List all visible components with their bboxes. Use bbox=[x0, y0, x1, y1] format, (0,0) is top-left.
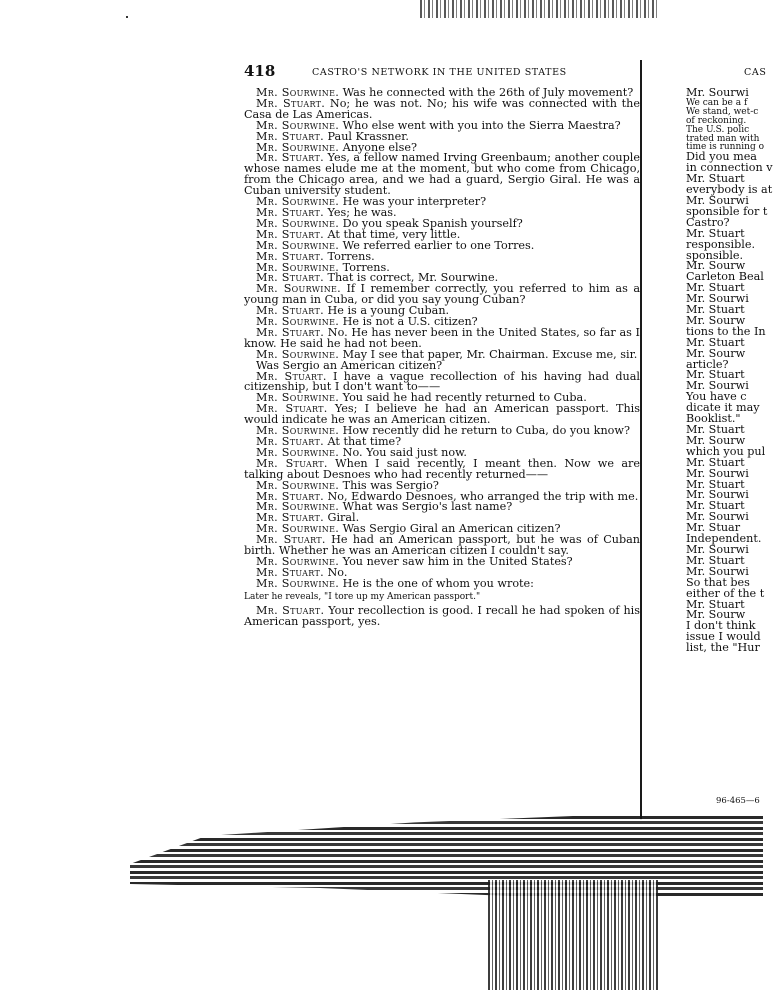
speaker-name: Mr. Stuart. bbox=[256, 369, 327, 383]
facing-page-line: Mr. Stuar bbox=[686, 521, 741, 535]
speaker-name: Mr. Sourwine. bbox=[256, 238, 340, 252]
testimony-text: Do you speak Spanish yourself? bbox=[342, 216, 523, 230]
facing-page-line: Mr. Stuart bbox=[686, 368, 745, 382]
speaker-name: Mr. Sourwine. bbox=[256, 347, 340, 361]
testimony-text: Later he reveals, "I tore up my American passport." bbox=[244, 591, 481, 602]
testimony-text: Yes; I believe he had an American passport. This would indicate he was an American citizen. bbox=[244, 402, 641, 427]
facing-page-line: Mr. Stuart bbox=[686, 303, 745, 317]
facing-page-line: Mr. Sourw bbox=[686, 608, 746, 622]
testimony-text: Yes, a fellow named Irving Greenbaum; another couple whose names elude me at the moment, but who come from Chicago, from the Chicago area, and we had a guard, Sergio Giral. He was a Cuban university student. bbox=[244, 151, 640, 198]
testimony-paragraph bbox=[244, 404, 640, 426]
facing-page-line: Mr. Sourwi bbox=[686, 193, 749, 207]
testimony-text: Was he connected with the 26th of July movement? bbox=[342, 86, 634, 99]
facing-page-line: Carleton Beal bbox=[686, 270, 764, 284]
speaker-name: Mr. Sourwine. bbox=[256, 282, 342, 296]
facing-page-line: list, the "Hur bbox=[686, 641, 760, 655]
speaker-name: Mr. Sourwine. bbox=[256, 445, 340, 459]
speaker-name: Mr. Sourwine. bbox=[256, 118, 340, 132]
testimony-text: He is the one of whom you wrote: bbox=[342, 576, 534, 590]
testimony-text: No. bbox=[327, 565, 348, 579]
testimony-text: At that time? bbox=[327, 435, 402, 448]
facing-page-line: everybody is at bbox=[686, 183, 773, 197]
facing-page-line: Mr. Stuart bbox=[686, 423, 745, 436]
page-fold-line bbox=[640, 60, 642, 820]
testimony-text: If I remember correctly, you referred to him as a young man in Cuba, or did you say young Cuban? bbox=[244, 282, 640, 307]
facing-page-line: article? bbox=[686, 357, 729, 371]
facing-page-line: Mr. Sourwi bbox=[686, 466, 749, 480]
testimony-paragraph bbox=[244, 96, 640, 121]
testimony-text: When I said recently, I meant then. Now we are talking about Desnoes who had recently returned—— bbox=[244, 456, 640, 481]
testimony-text: Who else went with you into the Sierra Maestra? bbox=[342, 118, 621, 132]
facing-page-line: Booklist." bbox=[686, 412, 741, 426]
speaker-name: Mr. Stuart. bbox=[256, 227, 324, 241]
testimony-text: He was your interpreter? bbox=[342, 195, 487, 209]
speaker-name: Mr. Sourwine. bbox=[256, 424, 340, 438]
page-number: 418 bbox=[244, 62, 276, 80]
facing-page-line: issue I would bbox=[686, 630, 761, 644]
testimony-text: Yes; he was. bbox=[327, 205, 397, 219]
running-head-right-page: CAS bbox=[744, 67, 767, 78]
facing-page-line: Mr. Sourwi bbox=[686, 292, 749, 306]
speaker-name: Mr. Stuart. bbox=[256, 304, 324, 318]
speaker-name: Mr. Sourwine. bbox=[256, 554, 340, 568]
facing-page-line: Mr. Stuart bbox=[686, 553, 745, 567]
testimony-text: That is correct, Mr. Sourwine. bbox=[327, 271, 499, 285]
speaker-name: Mr. Stuart. bbox=[256, 271, 324, 285]
testimony-paragraph bbox=[244, 369, 640, 394]
testimony-text: You said he had recently returned to Cuba. bbox=[342, 391, 587, 405]
testimony-text: I have a vague recollection of his having had dual citizenship, but I don't want to—— bbox=[244, 369, 640, 394]
speaker-name: Mr. Sourwine. bbox=[256, 391, 340, 405]
facing-page-line: trated man with bbox=[686, 133, 760, 144]
testimony-text: Giral. bbox=[327, 511, 360, 525]
speaker-name: Mr. Stuart. bbox=[256, 249, 324, 263]
footer-code: 96-465—6 bbox=[716, 796, 760, 806]
testimony-text: At that time, very little. bbox=[327, 227, 461, 241]
testimony-paragraph bbox=[244, 284, 640, 306]
facing-page-line: So that bes bbox=[686, 575, 750, 589]
testimony-text: Was Sergio an American citizen? bbox=[256, 358, 443, 372]
facing-page-line: responsible. bbox=[686, 237, 756, 251]
testimony-text: Your recollection is good. I recall he had spoken of his American passport, yes. bbox=[244, 603, 640, 628]
speaker-name: Mr. Sourwine. bbox=[256, 500, 340, 514]
speaker-name: Mr. Stuart. bbox=[256, 151, 324, 165]
facing-page-line: Mr. Stuart bbox=[686, 455, 745, 469]
speaker-name: Mr. Stuart. bbox=[256, 402, 328, 416]
testimony-text: No. He has never been in the United States, so far as I know. He said he had not been. bbox=[244, 325, 640, 350]
quoted-passage bbox=[244, 592, 640, 603]
running-head: CASTRO'S NETWORK IN THE UNITED STATES bbox=[312, 67, 567, 78]
speaker-name: Mr. Stuart. bbox=[256, 435, 324, 448]
facing-page-line: dicate it may bbox=[686, 401, 760, 415]
facing-page-line: Mr. Stuart bbox=[686, 226, 745, 240]
testimony-text: Was Sergio Giral an American citizen? bbox=[342, 522, 561, 536]
speaker-name: Mr. Sourwine. bbox=[256, 195, 340, 209]
testimony-text: Anyone else? bbox=[342, 140, 417, 154]
speaker-name: Mr. Sourwine. bbox=[256, 260, 340, 274]
facing-page-line: in connection v bbox=[686, 161, 773, 175]
facing-page-line: Mr. Sourw bbox=[686, 259, 746, 273]
testimony-text: We referred earlier to one Torres. bbox=[342, 238, 535, 252]
facing-page-line: Castro? bbox=[686, 215, 730, 229]
scan-speck bbox=[126, 16, 128, 18]
speaker-name: Mr. Sourwine. bbox=[256, 478, 340, 492]
facing-page-line: Mr. Stuart bbox=[686, 499, 745, 513]
speaker-name: Mr. Stuart. bbox=[256, 205, 324, 219]
testimony-text: May I see that paper, Mr. Chairman. Excuse me, sir. bbox=[342, 347, 638, 361]
testimony-text: Paul Krassner. bbox=[327, 129, 409, 143]
testimony-paragraph bbox=[244, 153, 640, 197]
facing-page-line: Mr. Sourwi bbox=[686, 488, 749, 502]
facing-page-line: Mr. Stuart bbox=[686, 172, 745, 186]
facing-page-line: Mr. Sourw bbox=[686, 346, 746, 360]
testimony-text: No, Edwardo Desnoes, who arranged the trip with me. bbox=[327, 489, 639, 503]
speaker-name: Mr. Sourwine. bbox=[256, 522, 340, 536]
facing-page-line: Mr. Stuart bbox=[686, 335, 745, 349]
facing-page-line: Mr. Stuart bbox=[686, 477, 745, 491]
speaker-name: Mr. Sourwine. bbox=[256, 140, 340, 154]
testimony-text: What was Sergio's last name? bbox=[342, 500, 513, 514]
testimony-text: He is not a U.S. citizen? bbox=[342, 315, 478, 329]
facing-page-line: Mr. Sourwi bbox=[686, 379, 749, 393]
facing-page-line: Mr. Sourw bbox=[686, 313, 746, 327]
testimony-text: No. You said just now. bbox=[342, 445, 467, 459]
testimony-text: He had an American passport, but he was of Cuban birth. Whether he was an American citizen I couldn't say. bbox=[244, 533, 640, 558]
testimony-paragraph bbox=[244, 456, 640, 481]
facing-page-line: sponsible. bbox=[686, 248, 744, 262]
facing-page-line: I don't think bbox=[686, 619, 756, 633]
testimony-paragraph bbox=[244, 535, 640, 557]
scan-artifact-top bbox=[420, 0, 660, 18]
gutter-shadow bbox=[488, 880, 658, 990]
facing-page-line: You have c bbox=[686, 390, 747, 404]
facing-page-line: time is running o bbox=[686, 142, 764, 153]
facing-page-column bbox=[686, 86, 773, 655]
speaker-name: Mr. Stuart. bbox=[256, 129, 324, 143]
testimony-paragraph bbox=[244, 603, 640, 628]
facing-page-line: sponsible for t bbox=[686, 204, 768, 218]
speaker-name: Mr. Sourwine. bbox=[256, 86, 340, 99]
testimony-paragraph bbox=[244, 325, 640, 350]
speaker-name: Mr. Stuart. bbox=[256, 456, 328, 470]
facing-page-line: Mr. Sourwi bbox=[686, 510, 749, 524]
speaker-name: Mr. Sourwine. bbox=[256, 216, 340, 230]
facing-page-line: Mr. Stuart bbox=[686, 281, 745, 295]
testimony-text: He is a young Cuban. bbox=[327, 304, 450, 318]
transcript-column bbox=[244, 88, 640, 627]
speaker-name: Mr. Stuart. bbox=[256, 96, 326, 110]
facing-page-line: Mr. Stuart bbox=[686, 597, 745, 611]
testimony-text: No; he was not. No; his wife was connected with the Casa de Las Americas. bbox=[244, 96, 640, 121]
facing-page-line: Independent. bbox=[686, 532, 762, 546]
facing-page-line: Mr. Sourwi bbox=[686, 542, 749, 556]
testimony-text: Torrens. bbox=[342, 260, 390, 274]
facing-page-line: Mr. Sourw bbox=[686, 433, 746, 447]
speaker-name: Mr. Sourwine. bbox=[256, 576, 340, 590]
facing-page-line: Did you mea bbox=[686, 150, 757, 164]
facing-page-line: Mr. Sourwi bbox=[686, 86, 749, 99]
speaker-name: Mr. Sourwine. bbox=[256, 315, 340, 329]
facing-page-line: We can be a f bbox=[686, 97, 748, 108]
speaker-name: Mr. Stuart. bbox=[256, 533, 326, 547]
facing-page-line: either of the t bbox=[686, 586, 765, 600]
facing-page-line: We stand, wet-c bbox=[686, 106, 759, 117]
testimony-text: This was Sergio? bbox=[342, 478, 439, 492]
testimony-paragraph bbox=[244, 576, 640, 590]
testimony-text: You never saw him in the United States? bbox=[342, 554, 573, 568]
facing-page-line: Mr. Sourwi bbox=[686, 564, 749, 578]
speaker-name: Mr. Stuart. bbox=[256, 511, 324, 525]
testimony-text: How recently did he return to Cuba, do you know? bbox=[342, 424, 630, 438]
facing-page-line: The U.S. polic bbox=[686, 124, 750, 135]
speaker-name: Mr. Stuart. bbox=[256, 489, 324, 503]
testimony-text: Torrens. bbox=[327, 249, 375, 263]
book-binding-shadow bbox=[130, 816, 763, 896]
speaker-name: Mr. Stuart. bbox=[256, 565, 324, 579]
speaker-name: Mr. Stuart. bbox=[256, 325, 325, 339]
facing-page-line: of reckoning. bbox=[686, 115, 747, 126]
facing-page-line: tions to the In bbox=[686, 324, 766, 338]
facing-page-line: which you pul bbox=[686, 444, 766, 458]
speaker-name: Mr. Stuart. bbox=[256, 603, 325, 617]
